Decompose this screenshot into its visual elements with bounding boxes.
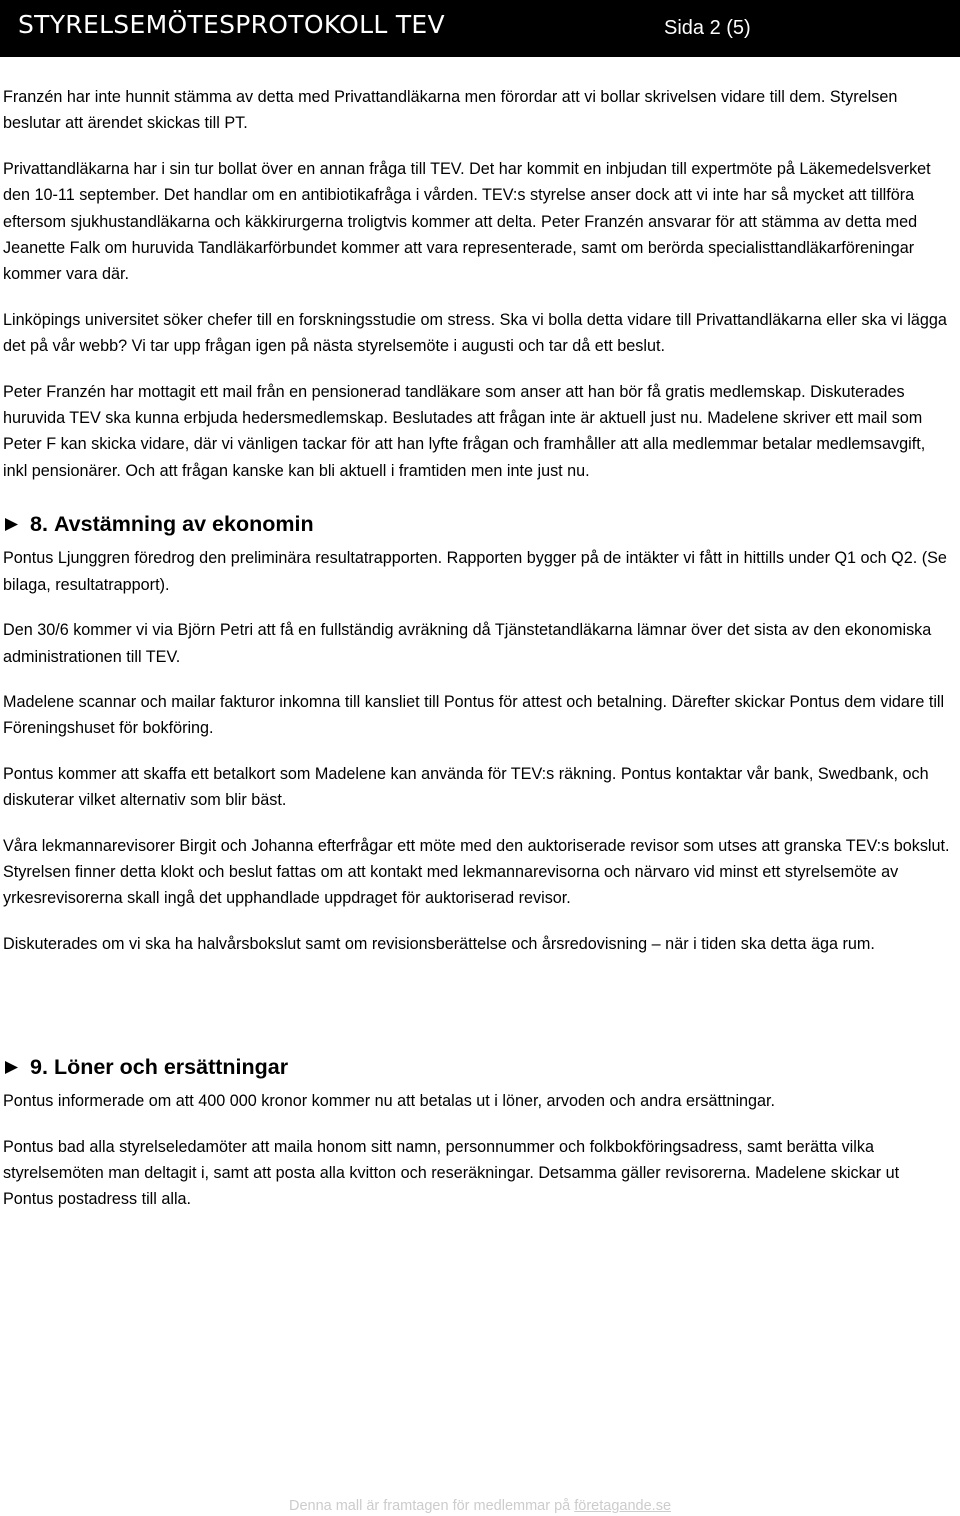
footer [0, 1498, 960, 1514]
section-title: Löner och ersättningar [53, 1055, 289, 1080]
page-number: Sida 2 (5) [664, 17, 751, 39]
paragraph: Diskuterades om vi ska ha halvårsbokslut samt om revisionsberättelse och årsredovisning – när i tiden ska detta äga rum. [3, 934, 875, 953]
paragraph: Privattandläkarna har i sin tur bollat över en annan fråga till TEV. Det har kommit en inbjudan till expertmöte på Läkemedelsverket den 10-11 september. Det handlar om en antibiotikafråga i vården. TEV:s styrelse anser dock att vi inte har så mycket att tillföra eftersom sjukhustandläkarna och käkkirurgerna troligtvis kommer att delta. Peter Franzén ansvarar för att stämma av detta med Jeanette Falk om huruvida Tandläkarförbundet kommer att vara representerade, samt om berörda specialisttandläkarföreningar kommer vara där. [3, 159, 931, 284]
arrow-right-icon [5, 518, 18, 531]
paragraph: Pontus informerade om att 400 000 kronor kommer nu att betalas ut i löner, arvoden och andra ersättningar. [3, 1092, 776, 1111]
paragraph: Pontus bad alla styrelseledamöter att maila honom sitt namn, personnummer och folkbokföringsadress, samt berätta vilka styrelsemöten man deltagit i, samt att posta alla kvitton och reseräkningar. Detsamma gäller revisorerna. Madelene skickar ut Pontus postadress till alla. [3, 1137, 900, 1209]
paragraph: Pontus kommer att skaffa ett betalkort som Madelene kan använda för TEV:s räkning. Pontus kontaktar vår bank, Swedbank, och diskuterar vilket alternativ som blir bäst. [3, 764, 929, 810]
header-bar [0, 0, 960, 57]
footer-link[interactable]: företagande.se [574, 1498, 672, 1514]
document-body [3, 84, 953, 1232]
section-heading-8 [3, 507, 953, 541]
paragraph: Linköpings universitet söker chefer till en forskningsstudie om stress. Ska vi bolla detta vidare till Privattandläkarna eller ska vi lägga det på vår webb? Vi tar upp frågan igen på nästa styrelsemöte i augusti och tar då ett beslut. [3, 310, 947, 356]
section-number: 8. [30, 512, 48, 537]
section-heading-9 [3, 1050, 953, 1084]
paragraph: Franzén har inte hunnit stämma av detta med Privattandläkarna men förordar att vi bollar skrivelsen vidare till dem. Styrelsen beslutar att ärendet skickas till PT. [3, 88, 898, 133]
footer-text: Denna mall är framtagen för medlemmar på [288, 1498, 575, 1514]
arrow-right-icon [5, 1061, 18, 1074]
document-title: STYRELSEMÖTESPROTOKOLL TEV [18, 10, 445, 39]
spacer [3, 976, 953, 1027]
section-number: 9. [30, 1055, 48, 1080]
paragraph: Våra lekmannarevisorer Birgit och Johanna efterfrågar ett möte med den auktoriserade revisor som utses att granska TEV:s bokslut. Styrelsen finner detta klokt och beslut fattas om att kontakt med lekmannarevisorna och närvaro vid minst ett styrelsemöte av yrkesrevisorerna skall ingå det upphandlade uppdraget för auktoriserad revisor. [3, 836, 950, 908]
paragraph: Pontus Ljunggren föredrog den preliminära resultatrapporten. Rapporten bygger på de intäkter vi fått in hittills under Q1 och Q2. (Se bilaga, resultatrapport). [3, 549, 947, 594]
paragraph: Den 30/6 kommer vi via Björn Petri att få en fullständig avräkning då Tjänstetandläkarna lämnar över det sista av den ekonomiska administrationen till TEV. [3, 621, 932, 666]
section-title: Avstämning av ekonomin [53, 512, 314, 537]
paragraph: Peter Franzén har mottagit ett mail från en pensionerad tandläkare som anser att han bör få gratis medlemskap. Diskuterades huruvida TEV ska kunna erbjuda hedersmedlemskap. Beslutades att frågan inte är aktuell just nu. Madelene skriver ett mail som Peter F kan skicka vidare, där vi vänligen tackar för att han lyfte frågan och framhåller att alla medlemmar betalar medlemsavgift, inkl pensionärer. Och att frågan kanske kan bli aktuell i framtiden men inte just nu. [3, 382, 926, 480]
paragraph: Madelene scannar och mailar fakturor inkomna till kansliet till Pontus för attest och betalning. Därefter skickar Pontus dem vidare till Föreningshuset för bokföring. [3, 692, 945, 738]
